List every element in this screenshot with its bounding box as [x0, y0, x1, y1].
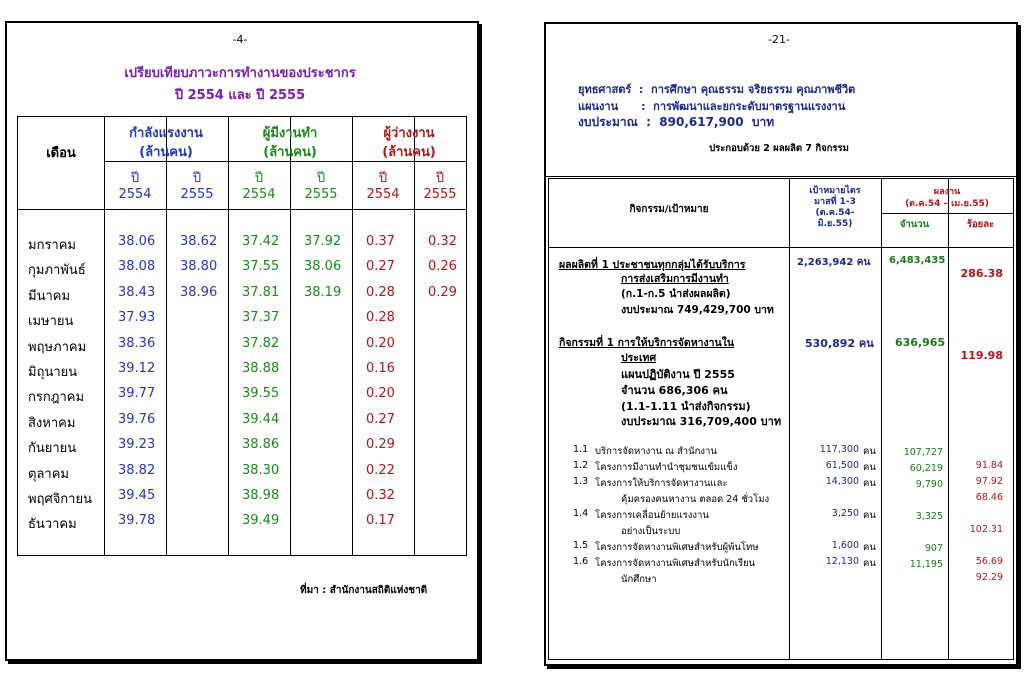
value-cell-e55: 37.92 [304, 234, 342, 249]
sub-item-text: โครงการเคลื่อนย้ายแรงงาน [595, 510, 709, 521]
month-label: ธันวาคม [28, 517, 77, 533]
value-cell-l55: 38.80 [180, 259, 218, 275]
value-cell-e55: 38.06 [304, 259, 342, 275]
value-cell-e54: 37.55 [242, 259, 280, 275]
value-cell-l54: 38.82 [118, 462, 156, 478]
sub-item-number: 1.1 [573, 444, 589, 455]
value-cell-e54: 37.37 [242, 310, 280, 326]
value-cell-u54: 0.20 [366, 335, 395, 351]
activity1-plan: แผนปฏิบัติงาน ปี 2555 [621, 368, 735, 381]
value-cell-e54: 38.88 [242, 361, 280, 376]
month-label: ตุลาคม [28, 466, 69, 482]
value-cell-u54: 0.17 [366, 513, 395, 529]
sub-item-unit: คน [863, 542, 876, 553]
year-label-prefix: ปี [435, 171, 445, 186]
sub-item-unit: คน [863, 446, 876, 457]
output1-title: ผลผลิตที่ 1 ประชาชนทุกกลุ่มได้รับบริการ [559, 259, 746, 271]
value-cell-u54: 0.29 [366, 437, 395, 453]
header-month: เดือน [46, 146, 76, 161]
sub-item-percent: 92.29 [975, 572, 1003, 583]
sub-item-result: 3,325 [915, 511, 943, 522]
header-result-1: ผลงาน [933, 187, 961, 197]
month-label: พฤศจิกายน [28, 492, 92, 507]
year-label: 2555 [304, 187, 338, 202]
composed-line: ประกอบด้วย 2 ผลผลิต 7 กิจกรรม [709, 143, 849, 154]
sub-item-percent: 97.92 [975, 476, 1003, 487]
sub-item-number: 1.2 [573, 460, 589, 471]
header-target-3: (ต.ค.54- [815, 208, 855, 218]
sub-item-percent: 91.84 [975, 460, 1003, 471]
value-cell-u54: 0.37 [366, 234, 395, 249]
value-cell-l54: 38.43 [118, 284, 156, 300]
year-label-prefix: ปี [130, 171, 140, 186]
output1-budget: งบประมาณ 749,429,700 บาท [621, 304, 774, 316]
output1-title-cont: การส่งเสริมการมีงานทำ [621, 273, 729, 285]
activity1-title: กิจกรรมที่ 1 การให้บริการจัดหางานใน [559, 337, 735, 349]
value-cell-l55: 38.96 [180, 284, 218, 300]
sub-item-text: โครงการจัดหางานพิเศษสำหรับผู้พ้นโทษ [595, 542, 759, 553]
header-target-1: เป้าหมายไตร [809, 186, 861, 196]
value-cell-e54: 39.55 [242, 386, 280, 402]
population-work-table [17, 116, 467, 556]
value-cell-l54: 38.36 [118, 335, 156, 351]
sub-item-result: 9,790 [915, 479, 943, 490]
activity1-budget: งบประมาณ 316,709,400 บาท [621, 415, 782, 428]
sub-item-percent: 56.69 [975, 556, 1003, 567]
sub-item-text: โครงการให้บริการจัดหางานและ [595, 478, 728, 489]
value-cell-e55: 38.19 [304, 284, 342, 300]
sub-item-text-cont: อย่างเป็นระบบ [621, 526, 681, 537]
value-cell-e54: 37.42 [242, 234, 280, 249]
value-cell-e54: 39.49 [242, 513, 280, 529]
sub-item-text-cont: นักศึกษา [621, 574, 657, 585]
month-label: มกราคม [28, 238, 76, 253]
header-unemployed-unit: (ล้านคน) [382, 145, 436, 160]
value-cell-u54: 0.32 [366, 488, 395, 503]
header-labor-unit: (ล้านคน) [139, 145, 193, 160]
value-cell-l54: 39.23 [118, 437, 156, 453]
value-cell-u54: 0.20 [366, 386, 395, 402]
value-cell-e54: 37.82 [242, 335, 280, 351]
sub-item-result: 60,219 [909, 463, 943, 474]
year-label-prefix: ปี [316, 171, 326, 186]
header-percent: ร้อยละ [966, 219, 995, 230]
header-employed: ผู้มีงานทำ [262, 126, 318, 141]
left-page-number: -4- [232, 33, 248, 46]
value-cell-u55: 0.32 [428, 234, 457, 249]
year-label: 2555 [423, 187, 457, 202]
sub-item-number: 1.4 [573, 508, 589, 519]
sub-item-percent: 68.46 [975, 492, 1003, 503]
sub-item-number: 1.3 [573, 476, 589, 487]
sub-item-unit: คน [863, 462, 876, 473]
sub-item-result: 11,195 [909, 559, 943, 570]
value-cell-u54: 0.27 [366, 411, 395, 427]
value-cell-e54: 38.98 [242, 488, 280, 503]
value-cell-l54: 39.12 [118, 361, 156, 376]
sub-item-result: 107,727 [903, 447, 943, 458]
activity1-percent: 119.98 [960, 349, 1003, 362]
activity1-result: 636,965 [895, 336, 946, 349]
strategy-line: ยุทธศาสตร์ : การศึกษา คุณธรรม จริยธรรม คุณภาพชีวิต [578, 83, 856, 96]
left-title-line2: ปี 2554 และ ปี 2555 [174, 88, 306, 103]
activity1-target: 530,892 คน [805, 337, 874, 350]
sub-item-text: โครงการจัดหางานพิเศษสำหรับนักเรียน [595, 558, 756, 569]
sub-item-text: โครงการมีงานทำนำชุมชนเข้มแข็ง [595, 462, 738, 473]
year-label: 2555 [180, 187, 214, 202]
header-result-2: (ต.ค.54 – เม.ย.55) [905, 199, 989, 209]
value-cell-e54: 38.86 [242, 437, 280, 453]
value-cell-l54: 39.77 [118, 386, 156, 402]
year-label: 2554 [366, 187, 400, 202]
month-label: พฤษภาคม [28, 339, 87, 355]
month-label: สิงหาคม [28, 415, 76, 431]
month-label: เมษายน [28, 314, 74, 330]
value-cell-l54: 38.08 [118, 259, 156, 275]
header-activity: กิจกรรม/เป้าหมาย [629, 204, 709, 215]
value-cell-e54: 39.44 [242, 411, 280, 427]
year-label-prefix: ปี [254, 171, 264, 186]
sub-item-percent: 102.31 [969, 524, 1003, 535]
header-unemployed: ผู้ว่างงาน [383, 126, 435, 141]
value-cell-l54: 39.45 [118, 488, 156, 503]
activity1-title-cont: ประเทศ [621, 352, 657, 364]
activity-table [548, 178, 1014, 660]
value-cell-l54: 37.93 [118, 310, 156, 326]
year-label: 2554 [118, 187, 152, 202]
output1-target: 2,263,942 คน [797, 257, 871, 268]
value-cell-u55: 0.26 [428, 259, 457, 275]
value-cell-u54: 0.16 [366, 361, 395, 376]
sub-item-unit: คน [863, 558, 876, 569]
activity1-note: (1.1-1.11 นำส่งกิจกรรม) [621, 400, 751, 413]
right-page-number: -21- [768, 33, 790, 46]
header-target-2: มาสที่ 1-3 [814, 197, 856, 207]
value-cell-u54: 0.28 [366, 284, 395, 300]
month-label: มีนาคม [28, 288, 71, 304]
year-label: 2554 [242, 187, 276, 202]
output1-note: (ก.1-ก.5 นำส่งผลผลิต) [621, 288, 731, 300]
month-label: มิถุนายน [28, 365, 78, 380]
sub-item-target: 61,500 [825, 460, 859, 471]
value-cell-l54: 39.78 [118, 513, 156, 529]
year-label-prefix: ปี [378, 171, 388, 186]
year-label-prefix: ปี [192, 171, 202, 186]
sub-item-target: 1,600 [831, 540, 859, 551]
header-employed-unit: (ล้านคน) [263, 145, 317, 160]
value-cell-l55: 38.62 [180, 234, 218, 249]
month-label: กรกฎาคม [28, 390, 85, 406]
month-label: กุมภาพันธ์ [28, 263, 86, 279]
value-cell-e54: 37.81 [242, 284, 280, 300]
output1-percent: 286.38 [960, 267, 1003, 280]
plan-line: แผนงาน : การพัฒนาและยกระดับมาตรฐานแรงงาน [578, 100, 846, 113]
value-cell-l54: 39.76 [118, 411, 156, 427]
activity1-count: จำนวน 686,306 คน [621, 384, 728, 397]
header-target-4: มิ.ย.55) [817, 219, 853, 229]
sub-item-unit: คน [863, 478, 876, 489]
source-note: ที่มา : สำนักงานสถิติแห่งชาติ [300, 585, 428, 596]
sub-item-target: 117,300 [819, 444, 859, 455]
sub-item-unit: คน [863, 510, 876, 521]
sub-item-text: บริการจัดหางาน ณ สำนักงาน [595, 446, 717, 457]
header-amount: จำนวน [899, 219, 930, 230]
month-label: กันยายน [28, 441, 77, 457]
sub-item-number: 1.5 [573, 540, 589, 551]
value-cell-u55: 0.29 [428, 284, 457, 300]
value-cell-u54: 0.22 [366, 462, 395, 478]
sub-item-number: 1.6 [573, 556, 589, 567]
header-labor: กำลังแรงงาน [129, 126, 203, 141]
value-cell-l54: 38.06 [118, 234, 156, 249]
sub-item-target: 3,250 [831, 508, 859, 519]
value-cell-e54: 38.30 [242, 462, 280, 478]
budget-line: งบประมาณ : 890,617,900 บาท [578, 115, 775, 129]
sub-item-text-cont: คุ้มครองคนหางาน ตลอด 24 ชั่วโมง [621, 494, 770, 505]
value-cell-u54: 0.27 [366, 259, 395, 275]
sub-item-target: 12,130 [825, 556, 859, 567]
output1-result: 6,483,435 [889, 255, 946, 266]
value-cell-u54: 0.28 [366, 310, 395, 326]
sub-item-result: 907 [924, 543, 943, 554]
sub-item-target: 14,300 [825, 476, 859, 487]
left-title-line1: เปรียบเทียบภาวะการทำงานของประชากร [124, 66, 356, 81]
